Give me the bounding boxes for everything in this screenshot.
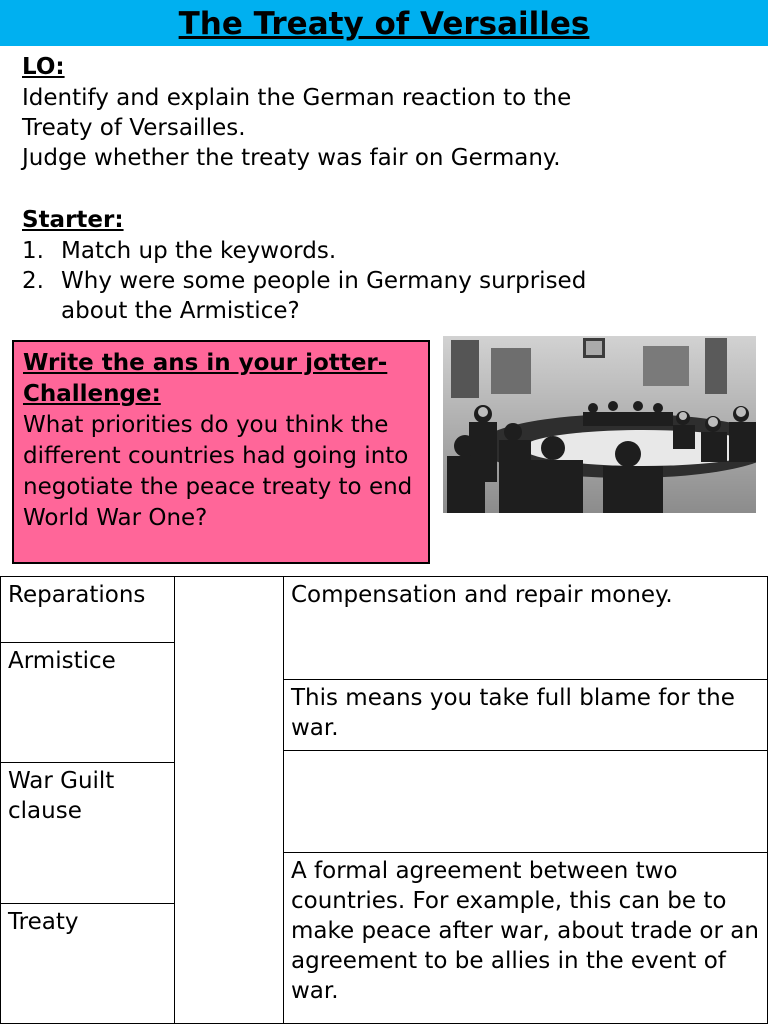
definition-cell-1	[283, 576, 768, 680]
matching-gap-column	[174, 576, 284, 1024]
keyword-cell-treaty	[0, 903, 175, 1024]
keyword-cell-war-guilt-clause	[0, 762, 175, 904]
challenge-box	[12, 340, 430, 564]
starter-item-2-line-2: about the Armistice?	[61, 298, 300, 324]
lo-heading: LO:	[22, 54, 65, 80]
challenge-question: What priorities do you think the different countries had going into negotiate the peace treaty to end World War One?	[23, 412, 413, 531]
keyword-label: Reparations	[8, 582, 146, 608]
keyword-cell-reparations	[0, 576, 175, 643]
keyword-cell-armistice	[0, 642, 175, 763]
definition-text: This means you take full blame for the war.	[291, 685, 735, 741]
challenge-instruction: Write the ans in your jotter-	[23, 350, 388, 376]
definition-cell-3	[283, 750, 768, 853]
page-title: The Treaty of Versailles	[178, 6, 590, 42]
definition-text: Compensation and repair money.	[291, 582, 673, 608]
keyword-label: Armistice	[8, 648, 116, 674]
title-bar	[0, 0, 768, 46]
definition-cell-2	[283, 679, 768, 751]
starter-item-1-number: 1.	[22, 238, 44, 264]
definition-text: A formal agreement between two countries. For example, this can be to make peace after war, about trade or an agreement to be allies in the event of war.	[291, 858, 759, 1004]
starter-item-2-line-1: Why were some people in Germany surprised	[61, 268, 587, 294]
starter-item-2-number: 2.	[22, 268, 44, 294]
lo-line-2: Treaty of Versailles.	[22, 115, 246, 141]
lo-line-1: Identify and explain the German reaction to the	[22, 85, 572, 111]
treaty-signing-photo	[443, 336, 756, 513]
definition-cell-4	[283, 852, 768, 1024]
keyword-label: Treaty	[8, 909, 79, 935]
starter-heading: Starter:	[22, 207, 124, 233]
lo-line-3: Judge whether the treaty was fair on Germany.	[22, 145, 561, 171]
starter-item-1: Match up the keywords.	[61, 238, 337, 264]
challenge-heading: Challenge:	[23, 381, 161, 407]
keyword-label: War Guilt clause	[8, 768, 115, 824]
